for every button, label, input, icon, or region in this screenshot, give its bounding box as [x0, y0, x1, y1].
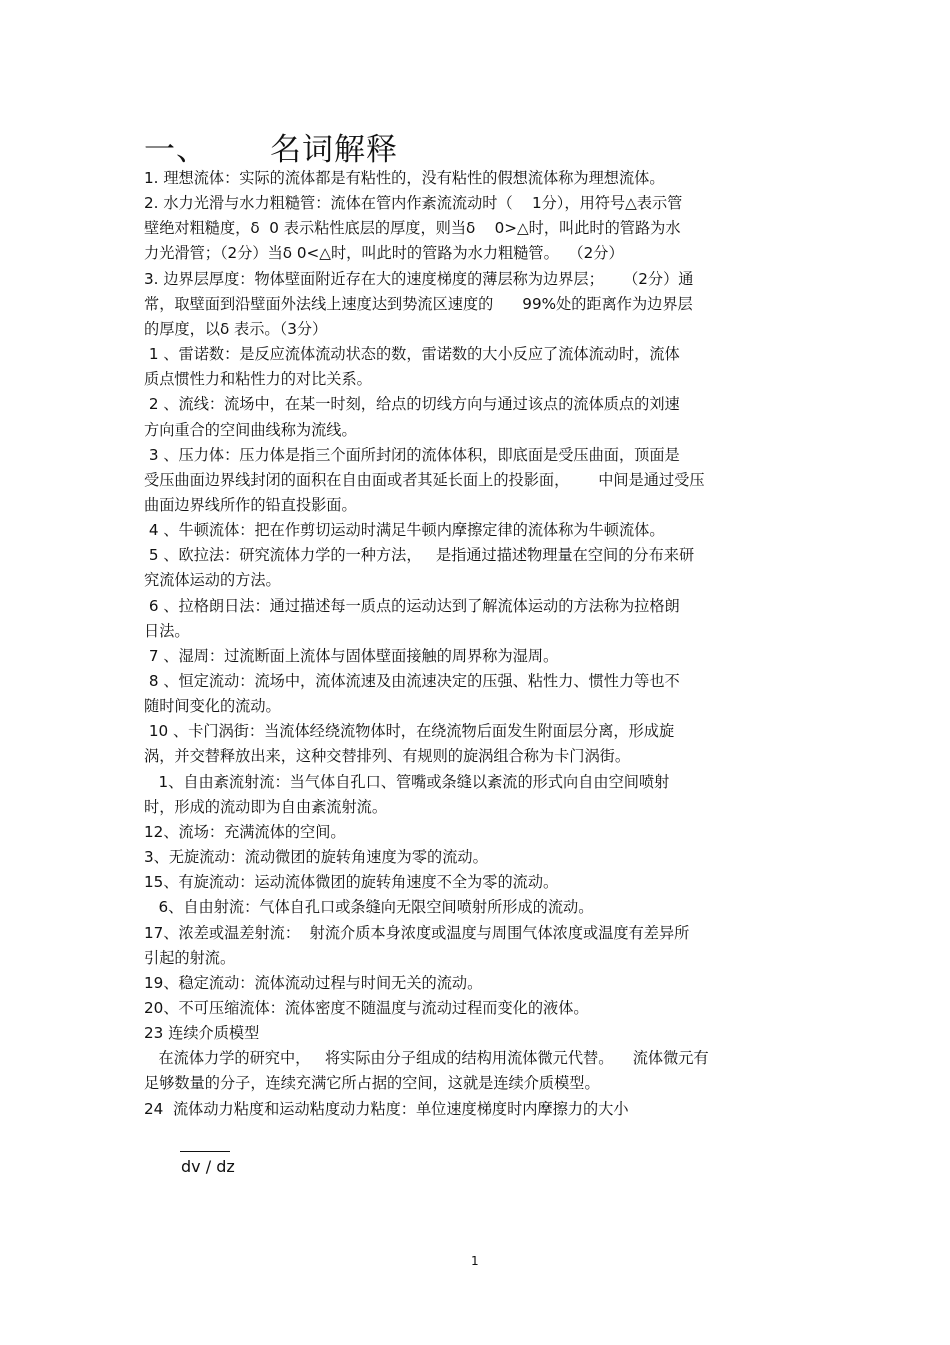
- text-line: 19、稳定流动：流体流动过程与时间无关的流动。: [144, 973, 483, 992]
- text-line: 12、流场：充满流体的空间。: [144, 822, 346, 841]
- text-line: 8 、恒定流动：流场中，流体流速及由流速决定的压强、粘性力、惯性力等也不: [144, 672, 680, 690]
- text-line: 6、自由射流：气体自孔口或条缝向无限空间喷射所形成的流动。: [144, 898, 594, 917]
- text-line: 足够数量的分子，连续充满它所占据的空间，这就是连续介质模型。: [144, 1074, 600, 1093]
- text-line: 6 、拉格朗日法：通过描述每一质点的运动达到了解流体运动的方法称为拉格朗: [144, 596, 680, 615]
- text-line: 受压曲面边界线封闭的面积在自由面或者其延长面上的投影面， 中间是通过受压: [144, 470, 705, 489]
- text-line: 3. 边界层厚度：物体壁面附近存在大的速度梯度的薄层称为边界层； （2分）通: [144, 269, 694, 288]
- text-line: 23 连续介质模型: [144, 1024, 260, 1043]
- text-line: 方向重合的空间曲线称为流线。: [144, 420, 357, 439]
- text-line: 随时间变化的流动。: [144, 697, 281, 716]
- text-line: 涡，并交替释放出来，这种交替排列、有规则的旋涡组合称为卡门涡街。: [144, 747, 630, 766]
- text-line: 2 、流线：流场中，在某一时刻，给点的切线方向与通过该点的流体质点的刘速: [144, 395, 680, 414]
- text-line: 20、不可压缩流体：流体密度不随温度与流动过程而变化的液体。: [144, 998, 589, 1017]
- section-number: 一、: [144, 132, 208, 168]
- page-number: 1: [471, 1254, 479, 1268]
- text-line: 的厚度，以δ 表示。（3分）: [144, 319, 328, 338]
- text-line: 曲面边界线所作的铅直投影面。: [144, 495, 357, 514]
- text-line: 3、无旋流动：流动微团的旋转角速度为零的流动。: [144, 848, 488, 867]
- text-line: 4 、牛顿流体：把在作剪切运动时满足牛顿内摩擦定律的流体称为牛顿流体。: [144, 521, 665, 540]
- text-line: 17、浓差或温差射流： 射流介质本身浓度或温度与周围气体浓度或温度有差异所: [144, 923, 690, 942]
- text-line: 10 、卡门涡街：当流体经绕流物体时，在绕流物后面发生附面层分离，形成旋: [144, 722, 675, 741]
- text-line: 15、有旋流动：运动流体微团的旋转角速度不全为零的流动。: [144, 873, 559, 892]
- text-line: 5 、欧拉法：研究流体力学的一种方法， 是指通过描述物理量在空间的分布来研: [144, 546, 695, 565]
- fraction-denominator: dv / dz: [181, 1157, 235, 1176]
- section-heading: [144, 124, 398, 169]
- section-title: 名词解释: [270, 132, 398, 168]
- text-line: 力光滑管；（2分）当δ 0<△时，叫此时的管路为水力粗糙管。 （2分）: [144, 244, 624, 263]
- text-line: 24 流体动力粘度和运动粘度动力粘度：单位速度梯度时内摩擦力的大小: [144, 1099, 629, 1118]
- text-line: 1. 理想流体：实际的流体都是有粘性的，没有粘性的假想流体称为理想流体。: [144, 169, 665, 187]
- text-line: 1 、雷诺数：是反应流体流动状态的数，雷诺数的大小反应了流体流动时，流体: [144, 345, 680, 364]
- text-line: 7 、湿周：过流断面上流体与固体壁面接触的周界称为湿周。: [144, 646, 559, 665]
- text-line: 壁绝对粗糙度，δ 0 表示粘性底层的厚度，则当δ 0>△时，叫此时的管路为水: [144, 219, 681, 238]
- text-line: 常，取壁面到沿壁面外法线上速度达到势流区速度的 99%处的距离作为边界层: [144, 294, 693, 313]
- text-line: 时，形成的流动即为自由紊流射流。: [144, 797, 387, 816]
- text-line: 引起的射流。: [144, 948, 236, 967]
- text-line: 3 、压力体：压力体是指三个面所封闭的流体体积，即底面是受压曲面，顶面是: [144, 445, 680, 464]
- text-line: 在流体力学的研究中， 将实际由分子组成的结构用流体微元代替。 流体微元有: [144, 1049, 709, 1068]
- fraction-bar: [180, 1151, 230, 1152]
- text-line: 究流体运动的方法。: [144, 571, 281, 590]
- text-line: 日法。: [144, 621, 190, 640]
- text-line: 质点惯性力和粘性力的对比关系。: [144, 370, 372, 389]
- text-line: 1、自由紊流射流：当气体自孔口、管嘴或条缝以紊流的形式向自由空间喷射: [144, 772, 670, 791]
- text-line: 2. 水力光滑与水力粗糙管：流体在管内作紊流流动时（ 1分），用符号△表示管: [144, 194, 683, 213]
